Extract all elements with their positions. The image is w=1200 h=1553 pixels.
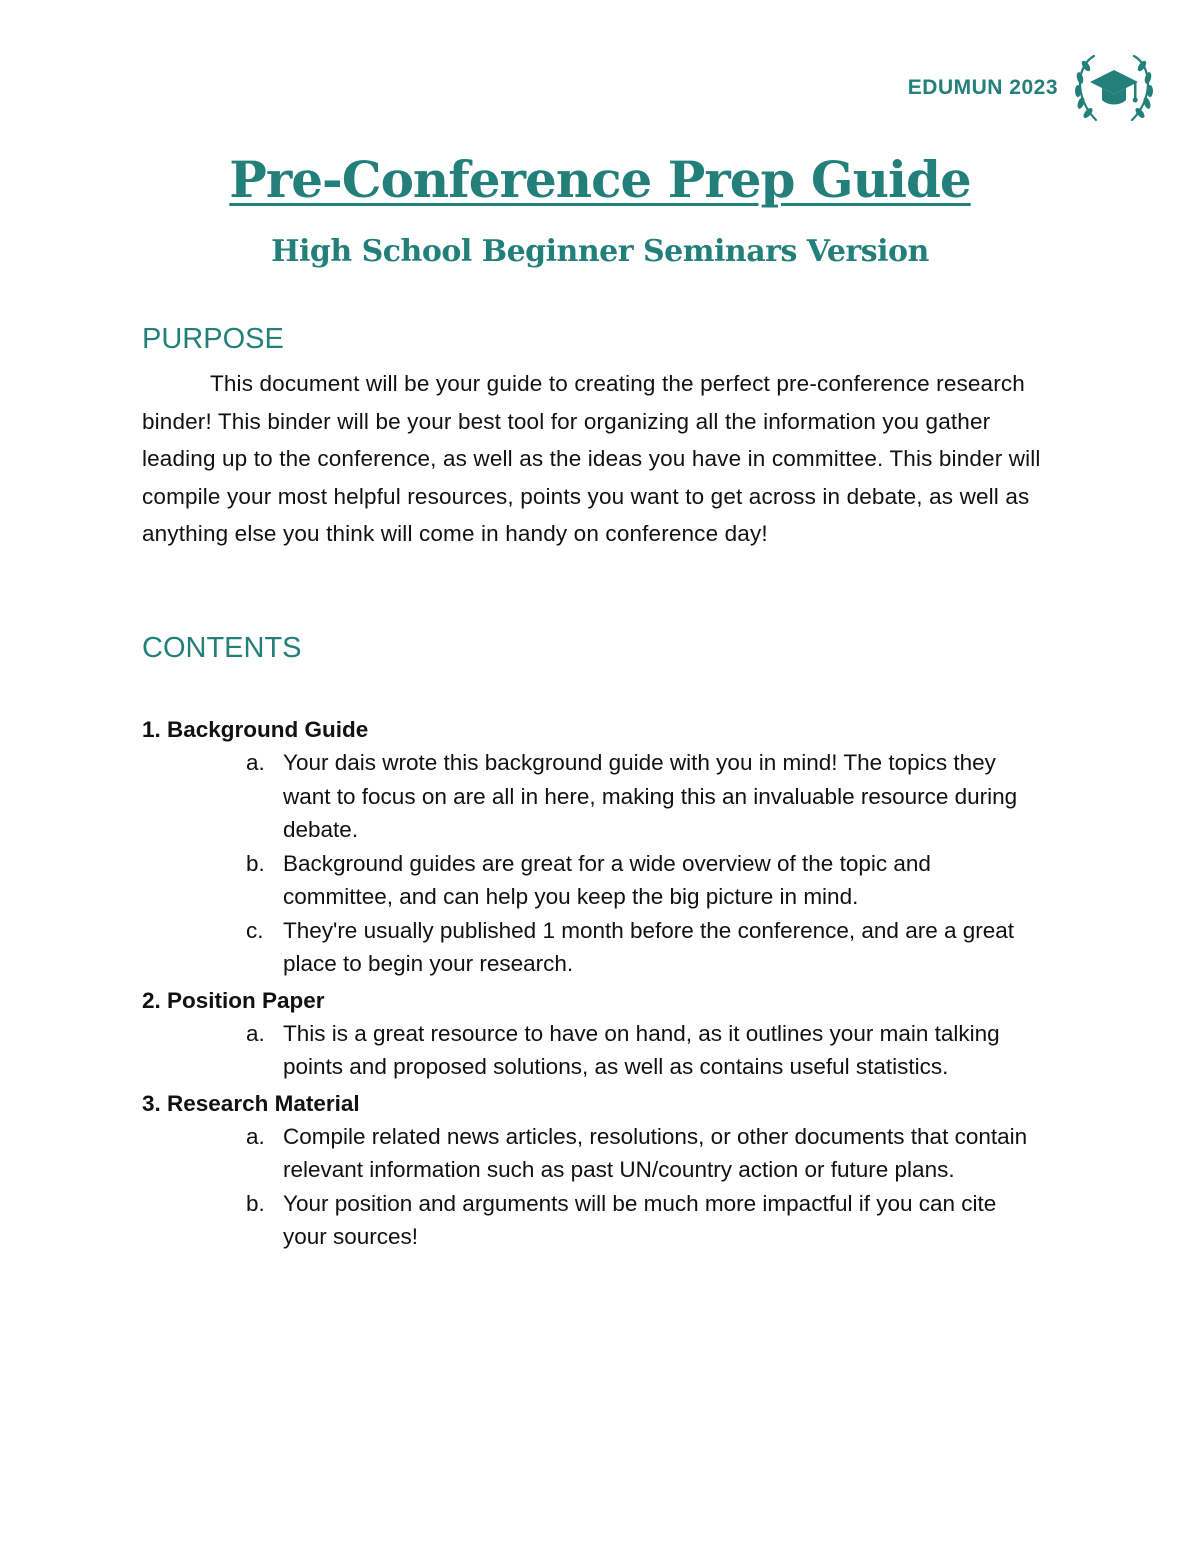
contents-item-title: 3. Research Material [142, 1090, 360, 1116]
brand-name: EDUMUN 2023 [907, 76, 1058, 99]
sub-item-text: Compile related news articles, resolutions, or other documents that contain relevant information such as past UN/country action or future plans. [283, 1123, 1028, 1182]
sub-item-text: Background guides are great for a wide overview of the topic and committee, and can help you keep the big picture in mind. [283, 850, 931, 909]
sub-list [142, 746, 1042, 981]
graduation-cap-laurel-icon [1068, 48, 1160, 128]
sub-item-marker: b. [246, 1190, 265, 1216]
sub-item-marker: b. [246, 850, 265, 876]
sub-list-item [142, 1017, 1042, 1084]
contents-item-background-guide [142, 714, 1042, 981]
sub-list-item [142, 847, 1042, 914]
contents-list [142, 714, 1042, 1254]
sub-list [142, 1017, 1042, 1084]
contents-item-research-material [142, 1088, 1042, 1254]
sub-item-text: They're usually published 1 month before the conference, and are a great place to begin your research. [283, 917, 1015, 976]
contents-heading: CONTENTS [142, 632, 302, 664]
sub-item-text: Your position and arguments will be much more impactful if you can cite your sources! [283, 1190, 997, 1249]
sub-list [142, 1120, 1042, 1254]
sub-list-item [142, 1120, 1042, 1187]
purpose-heading: PURPOSE [142, 323, 284, 355]
sub-list-item [142, 914, 1042, 981]
contents-item-title: 2. Position Paper [142, 987, 325, 1013]
contents-item-title: 1. Background Guide [142, 717, 369, 742]
sub-item-marker: a. [246, 1123, 265, 1149]
sub-item-marker: c. [246, 917, 264, 943]
contents-item-position-paper [142, 985, 1042, 1084]
sub-item-text: This is a great resource to have on hand, as it outlines your main talking points and proposed solutions, as well as contains useful statistics. [283, 1020, 1000, 1079]
sub-list-item [142, 1187, 1042, 1254]
page-subtitle: High School Beginner Seminars Version [271, 234, 929, 269]
purpose-paragraph: This document will be your guide to creating the perfect pre-conference research binder! This binder will be your best tool for organizing all the information you gather leading up to the conference, as well as the ideas you have in committee. This binder will compile your most helpful resources, points you want to get across in debate, as well as anything else you think will come in handy on conference day! [142, 371, 1041, 546]
sub-list-item [142, 746, 1042, 847]
sub-item-marker: a. [246, 750, 265, 775]
header-brand [908, 48, 1160, 128]
page-title: Pre-Conference Prep Guide [229, 150, 971, 209]
sub-item-marker: a. [246, 1020, 265, 1046]
sub-item-text: Your dais wrote this background guide with you in mind! The topics they want to focus on are all in here, making this an invaluable resource during debate. [283, 750, 1018, 842]
